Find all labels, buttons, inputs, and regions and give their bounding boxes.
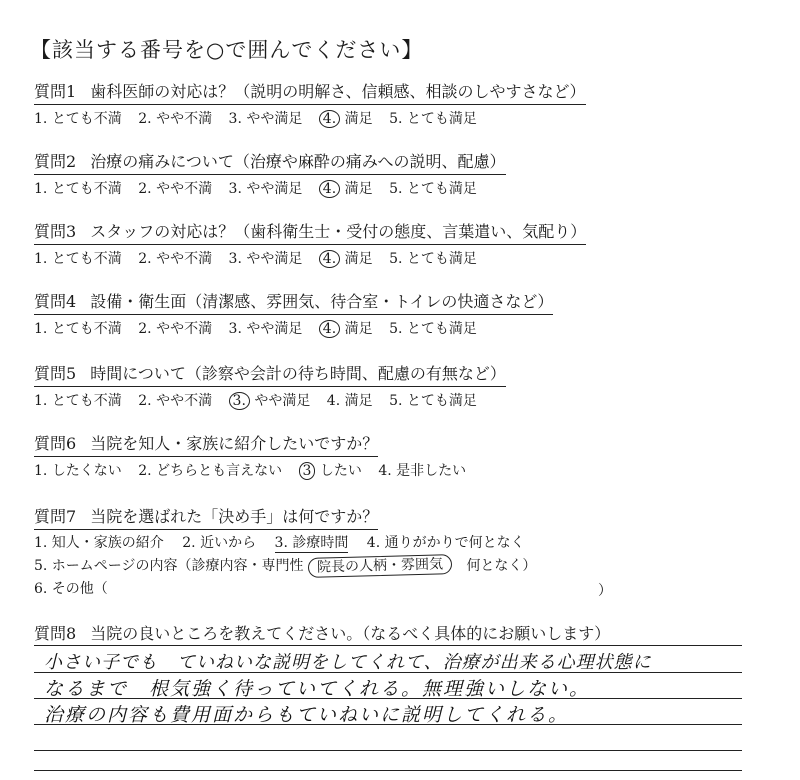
option-5[interactable]: 5. とても満足	[389, 111, 477, 127]
question-number: 質問8	[34, 624, 77, 643]
option-5[interactable]: 5. とても満足	[389, 251, 477, 267]
handwritten-answer-2: なるまで 根気強く待っていてくれる。無理強いしない。	[44, 678, 591, 700]
option-2[interactable]: 2. やや不満	[138, 251, 213, 267]
question-1	[34, 82, 586, 105]
option-3-selected[interactable]: 3. やや満足	[229, 392, 311, 410]
question-number: 質問1	[34, 82, 77, 101]
option-3[interactable]: 3. やや満足	[228, 111, 303, 127]
question-2	[34, 152, 506, 175]
option-1[interactable]: 1. とても不満	[34, 181, 122, 197]
question-text: 歯科医師の対応は？（説明の明解さ、信頼感、相談のしやすさなど）	[90, 82, 586, 101]
question-3-options	[34, 250, 489, 268]
option-5[interactable]: 5. とても満足	[389, 393, 477, 409]
question-7-row-1	[34, 534, 539, 553]
option-4[interactable]: 4. 通りがかりで何となく	[366, 535, 525, 551]
option-1[interactable]: 1. とても不満	[34, 251, 122, 267]
option-5-circled-choice[interactable]: 院長の人柄・雰囲気	[308, 554, 452, 578]
question-6-options	[34, 462, 478, 480]
question-number: 質問2	[34, 152, 77, 171]
handwritten-answer-1: 小さい子でも ていねいな説明をしてくれて、治療が出来る心理状態に	[44, 652, 652, 673]
question-text: 当院の良いところを教えてください。（なるべく具体的にお願いします）	[90, 624, 611, 643]
option-1[interactable]: 1. とても不満	[34, 393, 122, 409]
question-3	[34, 222, 586, 245]
option-3[interactable]: 3. 診療時間	[274, 535, 349, 551]
question-6	[34, 434, 378, 457]
option-5-text[interactable]: 5. ホームページの内容（診療内容・専門性	[34, 558, 304, 574]
option-3-selected[interactable]: 3 したい	[299, 462, 362, 480]
option-2[interactable]: 2. やや不満	[138, 181, 213, 197]
answer-line-5	[34, 750, 742, 751]
option-4-selected[interactable]: 4. 満足	[319, 320, 373, 338]
other-close-paren: ）	[598, 583, 612, 599]
option-5[interactable]: 5. とても満足	[389, 181, 477, 197]
question-5	[34, 364, 506, 387]
option-5[interactable]: 5. とても満足	[389, 321, 477, 337]
question-7	[34, 507, 378, 530]
question-number: 質問4	[34, 292, 77, 311]
option-2[interactable]: 2. やや不満	[138, 393, 213, 409]
question-text: 時間について（診察や会計の待ち時間、配慮の有無など）	[90, 364, 506, 383]
question-text: 設備・衛生面（清潔感、雰囲気、待合室・トイレの快適さなど）	[90, 292, 554, 311]
option-6-other[interactable]: 6. その他（	[34, 581, 108, 597]
option-2[interactable]: 2. 近いから	[182, 535, 257, 551]
question-1-options	[34, 110, 489, 128]
question-4	[34, 292, 553, 315]
answer-line-6	[34, 770, 742, 771]
question-8	[34, 624, 610, 646]
question-5-options	[34, 392, 489, 410]
question-text: 当院を知人・家族に紹介したいですか？	[90, 434, 379, 453]
question-number: 質問7	[34, 507, 77, 526]
option-1[interactable]: 1. 知人・家族の紹介	[34, 535, 164, 551]
option-4[interactable]: 4. 満足	[326, 393, 373, 409]
option-2[interactable]: 2. やや不満	[138, 111, 213, 127]
question-number: 質問5	[34, 364, 77, 383]
option-1[interactable]: 1. とても不満	[34, 321, 122, 337]
option-2[interactable]: 2. どちらとも言えない	[138, 463, 283, 479]
page-title: 【該当する番号を○で囲んでください】	[30, 38, 424, 62]
option-3[interactable]: 3. やや満足	[228, 181, 303, 197]
option-5-suffix: 何となく）	[466, 558, 537, 574]
option-4-selected[interactable]: 4. 満足	[319, 110, 373, 128]
question-4-options	[34, 320, 489, 338]
option-3[interactable]: 3. やや満足	[228, 321, 303, 337]
question-7-row-2	[34, 556, 536, 576]
question-2-options	[34, 180, 489, 198]
question-number: 質問3	[34, 222, 77, 241]
option-3[interactable]: 3. やや満足	[228, 251, 303, 267]
option-4[interactable]: 4. 是非したい	[378, 463, 467, 479]
option-2[interactable]: 2. やや不満	[138, 321, 213, 337]
question-7-row-3	[34, 580, 108, 598]
option-4-selected[interactable]: 4. 満足	[319, 180, 373, 198]
question-text: 当院を選ばれた「決め手」は何ですか？	[90, 507, 379, 526]
answer-line-1	[34, 645, 742, 646]
option-1[interactable]: 1. とても不満	[34, 111, 122, 127]
handwritten-answer-3: 治療の内容も費用面からもていねいに説明してくれる。	[44, 704, 570, 726]
option-1[interactable]: 1. したくない	[34, 463, 122, 479]
question-number: 質問6	[34, 434, 77, 453]
question-text: スタッフの対応は？（歯科衛生士・受付の態度、言葉遣い、気配り）	[90, 222, 587, 241]
option-4-selected[interactable]: 4. 満足	[319, 250, 373, 268]
question-text: 治療の痛みについて（治療や麻酔の痛みへの説明、配慮）	[90, 152, 506, 171]
